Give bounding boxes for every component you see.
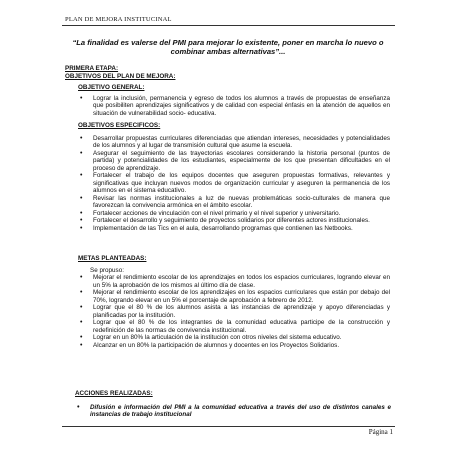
actions-section	[75, 390, 391, 419]
objectives-title: OBJETIVOS DEL PLAN DE MEJORA:	[65, 72, 176, 80]
goals-section	[78, 255, 390, 349]
specific-objectives-section	[78, 122, 390, 232]
general-objective-section	[78, 84, 390, 117]
actions-list	[75, 404, 391, 419]
stage-label: PRIMERA ETAPA:	[65, 65, 119, 72]
specific-objective-item: • Fortalecer el trabajo de los equipos docentes que aseguren propuestas formativas, relevantes y significativas que incluyan nuevos modos de organización curricular y aseguren la permanencia de los alumnos en el sistema educativo.	[78, 172, 390, 195]
specific-objective-item: • Fortalecer el desarrollo y seguimiento de proyectos solidarios por diferentes actores institucionales.	[78, 217, 390, 225]
general-objective-list	[78, 95, 390, 118]
stage-heading	[65, 65, 395, 80]
goal-item: • Mejorar el rendimiento escolar de los aprendizajes en todos los espacios curriculares, logrando elevar en un 5% la aprobación de los mismos al último día de clase.	[78, 274, 390, 289]
specific-objective-item: • Revisar las normas institucionales a luz de nuevas problemáticas socio-culturales de manera que favorezcan la convivencia armónica en el ámbito escolar.	[78, 195, 390, 210]
specific-objectives-list	[78, 135, 390, 233]
epigraph-quote: “La finalidad es valerse del PMI para mejorar lo existente, poner en marcha lo nuevo o combinar ambas alternativas”...	[72, 38, 384, 56]
specific-objective-item: • Implementación de las Tics en el aula, desarrollando programas que contienen las Netbooks.	[78, 225, 390, 233]
action-item: • Difusión e información del PMI a la comunidad educativa a través del uso de distintos canales e instancias de trabajo institucional	[75, 404, 391, 419]
general-objective-title: OBJETIVO GENERAL:	[78, 84, 145, 91]
goals-intro: Se propuso:	[90, 266, 124, 274]
specific-objective-item: • Asegurar el seguimiento de las trayectorias escolares considerando la historia personal (puntos de partida) y potencialidades de los estudiantes, especialmente de los que presentan dificultades en el proceso de aprendizaje.	[78, 150, 390, 173]
specific-objective-item: • Fortalecer acciones de vinculación con el nivel primario y el nivel superior y universitario.	[78, 210, 390, 218]
general-objective-item: • Lograr la inclusión, permanencia y egreso de todos los alumnos a través de propuestas de enseñanza que posibiliten aprendizajes significativos y de calidad con especial énfasis en la atención de aquellos en situación de vulnerabilidad socio- educativa.	[78, 95, 390, 118]
page-header-title: PLAN DE MEJORA INSTITUCINAL	[65, 16, 172, 23]
goals-list	[78, 274, 390, 349]
goal-item: • Mejorar el rendimiento escolar de los aprendizajes en los espacios curriculares que están por debajo del 70%, logrando elevar en un 5% el porcentaje de aprobación a febrero de 2012.	[78, 289, 390, 304]
actions-title: ACCIONES REALIZADAS:	[75, 390, 153, 397]
page-number: Página 1	[368, 428, 393, 436]
goal-item: • Lograr que el 80 % de los integrantes de la comunidad educativa participe de la construcción y redefinición de las normas de convivencia institucional.	[78, 319, 390, 334]
specific-objectives-title: OBJETIVOS ESPECIFICOS:	[78, 122, 161, 129]
header-divider	[62, 25, 395, 26]
goal-item: • Alcanzar en un 80% la participación de alumnos y docentes en los Proyectos Solidarios.	[78, 342, 390, 350]
goals-title: METAS PLANTEADAS:	[78, 255, 147, 262]
goal-item: • Lograr en un 80% la articulación de la institución con otros niveles del sistema educativo.	[78, 334, 390, 342]
goal-item: • Lograr que el 80 % de los alumnos asista a las instancias de aprendizaje y apoyo diferenciadas y planificadas por la institución.	[78, 304, 390, 319]
footer-divider	[62, 426, 395, 427]
specific-objective-item: • Desarrollar propuestas curriculares diferenciadas que atiendan intereses, necesidades y potencialidades de los alumnos y al lugar de transmisión cultural que asume la escuela.	[78, 135, 390, 150]
